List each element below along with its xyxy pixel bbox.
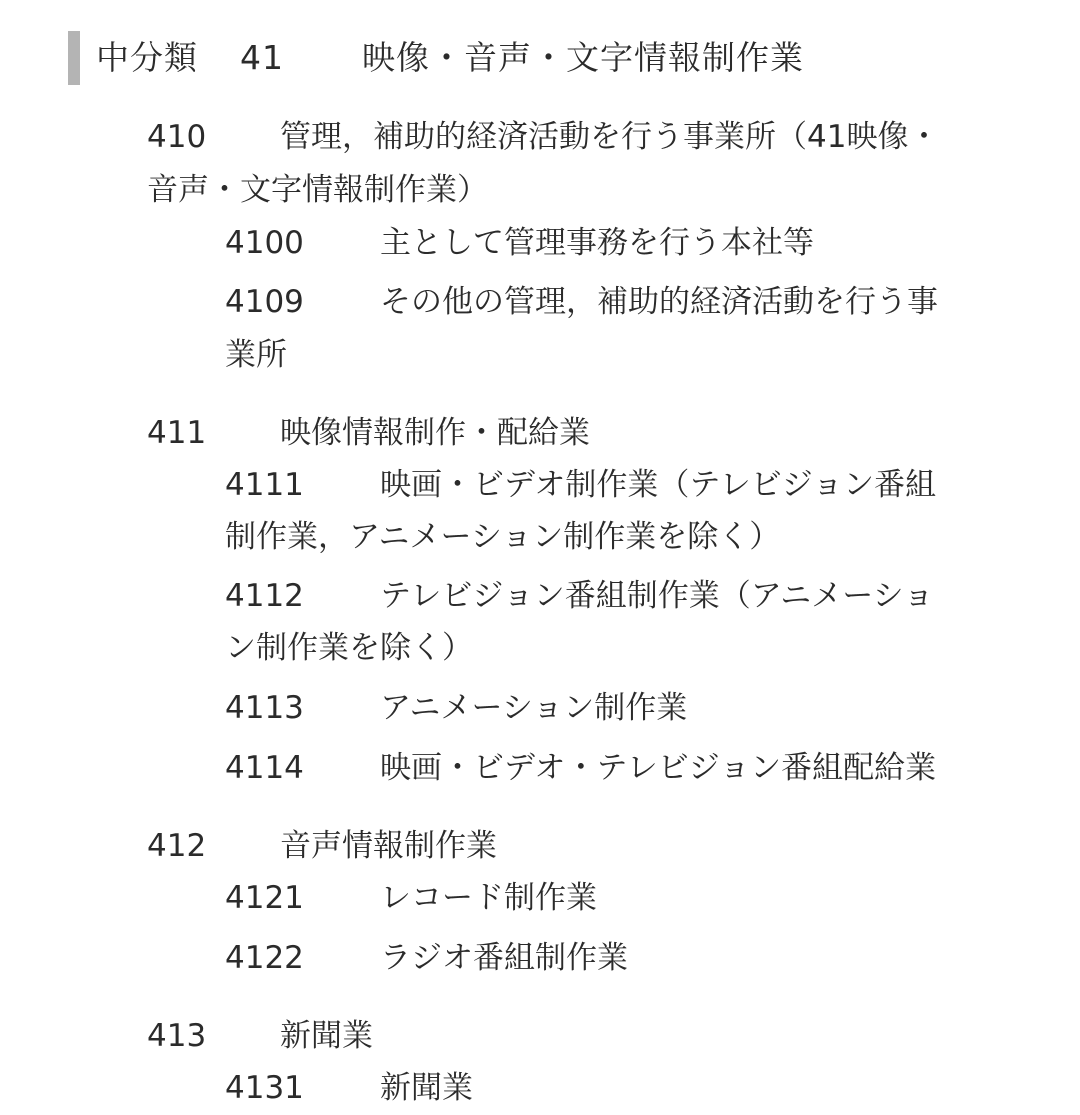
group-code: 411 [147,415,207,451]
item-title: その他の管理，補助的経済活動を行う事 [380,284,938,320]
group-title: 新聞業 [280,1018,373,1054]
group-row-413 [147,1010,373,1063]
item-code: 4114 [225,750,304,786]
item-title: 新聞業 [380,1070,473,1106]
header-title: 映像・音声・文字情報制作業 [362,38,804,77]
group-code: 410 [147,119,207,155]
item-row-4113 [225,682,687,735]
group-title: 管理，補助的経済活動を行う事業所（41映像・ [280,119,940,155]
item-code: 4109 [225,284,304,320]
item-title: ラジオ番組制作業 [380,940,628,976]
group-row-410 [147,111,939,164]
item-title-continuation: 制作業，アニメーション制作業を除く） [225,519,781,555]
section-header [68,31,804,85]
item-row-4112 [225,570,934,623]
header-code: 41 [240,38,284,77]
item-title-continuation: ン制作業を除く） [225,630,473,666]
item-row-4122 [225,932,628,985]
header-text [96,31,804,85]
header-accent-bar [68,31,80,85]
item-title: テレビジョン番組制作業（アニメーショ [380,578,934,614]
item-code: 4112 [225,578,304,614]
item-title: 映画・ビデオ・テレビジョン番組配給業 [380,750,937,786]
group-row-411 [147,407,590,460]
item-row-4121 [225,872,597,925]
item-title: 映画・ビデオ制作業（テレビジョン番組 [380,467,937,503]
item-row-4131 [225,1062,473,1115]
item-code: 4121 [225,880,304,916]
item-code: 4100 [225,225,304,261]
item-row-4109 [225,276,938,329]
group-code: 412 [147,828,207,864]
item-title: アニメーション制作業 [380,690,688,726]
group-title: 映像情報制作・配給業 [280,415,590,451]
item-row-4111 [225,459,936,512]
item-code: 4111 [225,467,304,503]
item-row-4100 [225,217,814,270]
group-title: 音声情報制作業 [280,828,497,864]
item-row-4114 [225,742,936,795]
header-label: 中分類 [96,38,198,77]
group-row-412 [147,820,497,873]
item-title-continuation: 業所 [225,337,287,373]
item-code: 4122 [225,940,304,976]
item-code: 4113 [225,690,304,726]
group-title-continuation: 音声・文字情報制作業） [147,172,488,208]
item-title: 主として管理事務を行う本社等 [380,225,814,261]
item-code: 4131 [225,1070,304,1106]
item-title: レコード制作業 [380,880,597,916]
group-code: 413 [147,1018,207,1054]
